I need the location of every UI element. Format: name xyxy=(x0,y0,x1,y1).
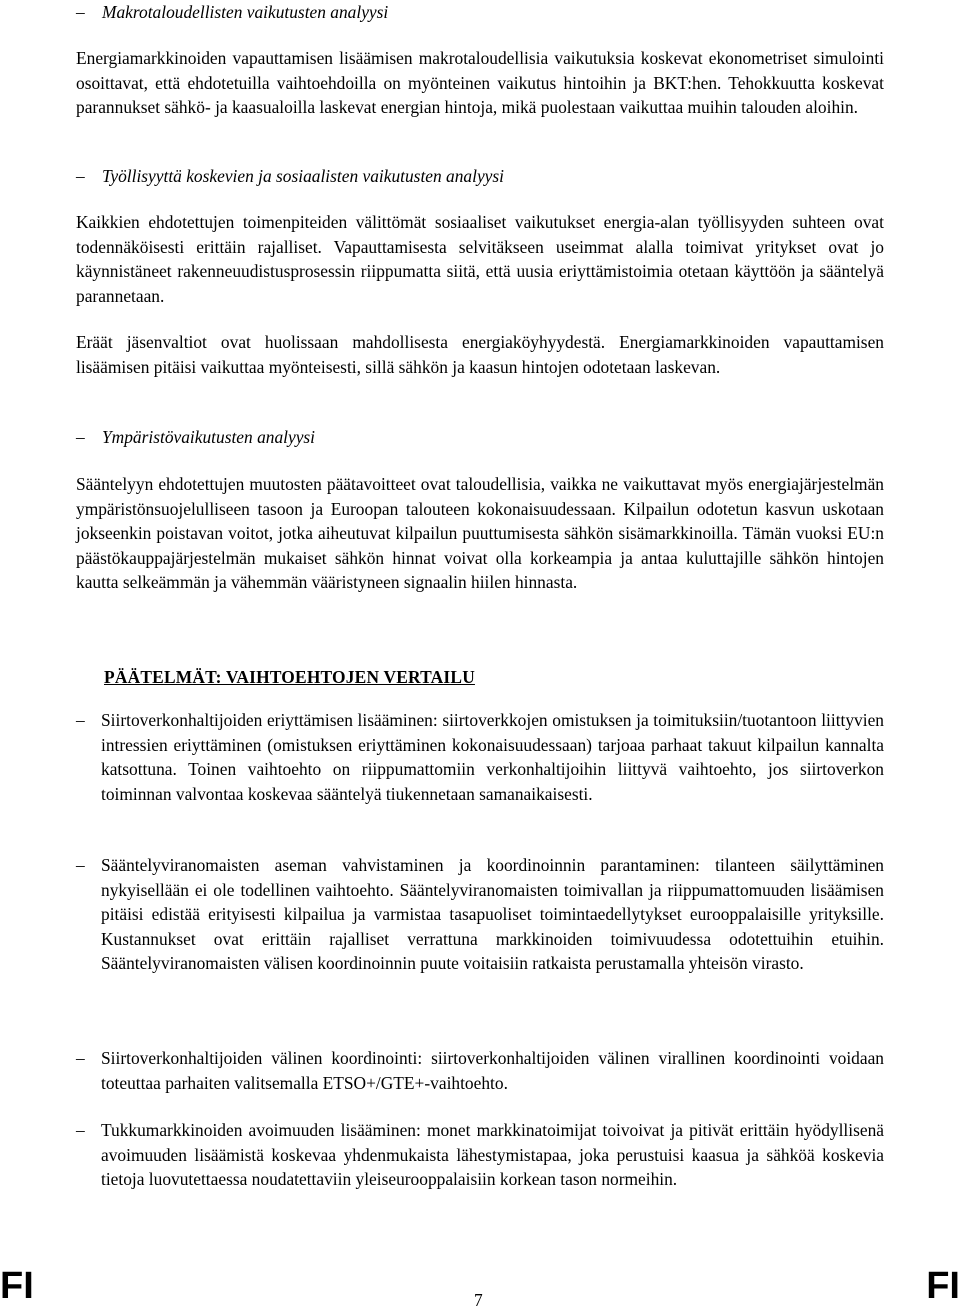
macro-paragraph: Energiamarkkinoiden vapauttamisen lisäämisen makrotaloudellisia vaikutuksia koskevat ekonometriset simulointi osoittavat, että ehdotetuilla vaihtoehdoilla on myönteinen vaikutus hintoihin ja BKT:hen. Tehokkuutta koskevat parannukset sähkö- ja kaasualoilla laskevat energian hintoja, mikä puolestaan vaikuttaa muihin talouden aloihin. xyxy=(76,48,884,118)
conclusion-item-text: Sääntelyviranomaisten aseman vahvistaminen ja koordinoinnin parantaminen: tilanteen säilyttäminen nykyisellään ei ole todellinen vaihtoehto. Sääntelyviranomaisten toimivallan ja riippumattomuuden lisäämisen pitäisi edistää erityisesti kilpailua ja varmistaa tasapuoliset toimintaedellytykset eurooppalaisille yrityksille. Kustannukset ovat erittäin rajalliset verrattuna markkinoiden toimivuudessa odotettuihin etuihin. Sääntelyviranomaisten välisen koordinoinnin puute voitaisiin ratkaista perustamalla yhteisön virasto. xyxy=(101,855,884,974)
dash-marker: – xyxy=(76,166,85,186)
dash-marker: – xyxy=(76,1048,85,1068)
environment-title: Ympäristövaikutusten analyysi xyxy=(102,427,316,447)
conclusion-item-text: Siirtoverkonhaltijoiden eriyttämisen lisääminen: siirtoverkkojen omistuksen ja toimituksiin/tuotantoon liittyvien intressien eriyttäminen (omistuksen eriyttäminen kokonaisuudessaan) tarjoaa parhaat takuut kilpailun kannalta katsottuna. Toinen vaihtoehto on riippumattomiin verkonhaltijoihin liittyvä vaihtoehto, jos siirtoverkon toiminnan valvontaa koskevaa sääntelyä tiukennetaan samanaikaisesti. xyxy=(101,710,884,804)
conclusion-item-text: Siirtoverkonhaltijoiden välinen koordinointi: siirtoverkonhaltijoiden välinen virallinen koordinointi voidaan toteuttaa parhaiten valitsemalla ETSO+/GTE+-vaihtoehto. xyxy=(101,1048,884,1093)
page-number: 7 xyxy=(474,1290,483,1310)
dash-marker: – xyxy=(76,1120,85,1140)
employment-paragraph-2: Eräät jäsenvaltiot ovat huolissaan mahdollisesta energiaköyhyydestä. Energiamarkkinoiden vapauttamisen lisäämisen pitäisi vaikuttaa myönteisesti, sillä sähkön ja kaasun hintojen odotetaan laskevan. xyxy=(76,332,884,377)
conclusions-heading: PÄÄTELMÄT: VAIHTOEHTOJEN VERTAILU xyxy=(104,667,475,687)
employment-subheading xyxy=(76,164,504,189)
dash-marker: – xyxy=(76,855,85,875)
macro-title: Makrotaloudellisten vaikutusten analyysi xyxy=(102,2,389,22)
environment-paragraph: Sääntelyyn ehdotettujen muutosten päätavoitteet ovat taloudellisia, vaikka ne vaikuttavat myös energiajärjestelmän ympäristönsuojelulliseen tasoon ja Euroopan talouteen kokonaisuudessaan. Kilpailun odotetun kasvun uskotaan jokseenkin poistavan voitot, jotka aiheutuvat kilpailun puuttumisesta sähkön sisämarkkinoilla. Tämän vuoksi EU:n päästökauppajärjestelmän mukaiset sähkön hinnat voivat olla korkeampia ja antaa kuluttajille sähkön hintojen kautta selkeämmän ja vähemmän vääristyneen signaalin hiilen hinnasta. xyxy=(76,474,884,593)
dash-marker: – xyxy=(76,427,85,447)
conclusion-item-regulators xyxy=(76,853,884,976)
employment-paragraph-1: Kaikkien ehdotettujen toimenpiteiden välittömät sosiaaliset vaikutukset energia-alan työllisyyden suhteen ovat todennäköisesti erittäin rajalliset. Vapauttamisesta selvitäkseen useimmat alalla toimivat yritykset ovat jo käynnistäneet rakenneuudistusprosessin riippumatta siitä, että uusia eriyttämistoimia otetaan käyttöön ja sääntelyä parannetaan. xyxy=(76,212,884,306)
conclusion-item-text: Tukkumarkkinoiden avoimuuden lisääminen: monet markkinatoimijat toivoivat ja pitivät erittäin hyödyllisenä avoimuuden lisäämistä koskevaa yhdenmukaista lähestymistapaa, joka perustuisi kaasua ja sähköä koskevia tietoja luovutettaessa noudatettaviin yleiseurooppalaisiin korkean tason normeihin. xyxy=(101,1120,884,1190)
dash-marker: – xyxy=(76,2,85,22)
conclusion-item-tso-coordination xyxy=(76,1046,884,1095)
footer-language-code-right: FI xyxy=(926,1265,960,1307)
employment-title: Työllisyyttä koskevien ja sosiaalisten vaikutusten analyysi xyxy=(102,166,504,186)
footer-language-code-left: FI xyxy=(0,1265,34,1307)
environment-subheading xyxy=(76,425,315,450)
conclusion-item-transparency xyxy=(76,1118,884,1192)
conclusion-item-ownership-unbundling xyxy=(76,708,884,806)
macro-subheading xyxy=(76,0,388,25)
dash-marker: – xyxy=(76,710,85,730)
